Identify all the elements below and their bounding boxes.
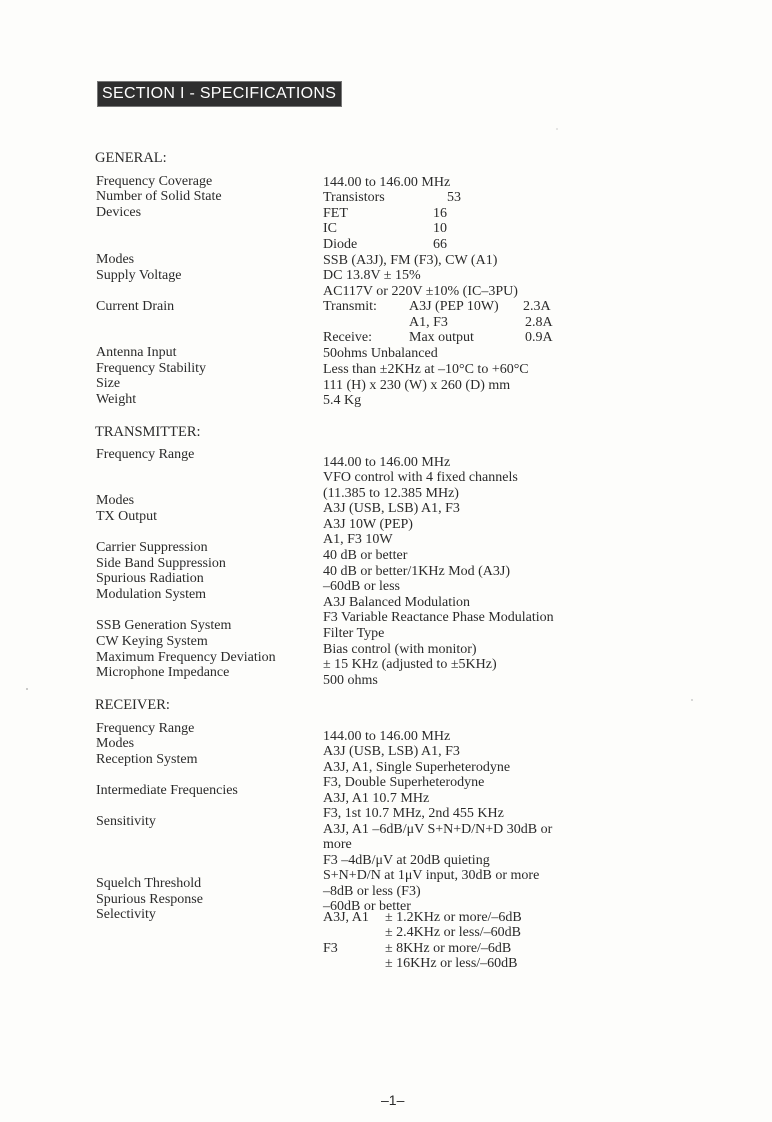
value-if-a3j: A3J, A1 10.7 MHz [323, 791, 430, 806]
value-frequency-stability: Less than ±2KHz at –10°C to +60°C [323, 362, 529, 377]
label-tx-frequency-range: Frequency Range [96, 447, 195, 462]
value-rx-modes: A3J (USB, LSB) A1, F3 [323, 744, 460, 759]
current-transmit-label: Transmit: [323, 299, 377, 314]
value-modulation-a3j: A3J Balanced Modulation [323, 595, 470, 610]
label-current-drain: Current Drain [96, 299, 175, 314]
device-name-ic: IC [323, 221, 337, 236]
label-frequency-coverage: Frequency Coverage [96, 174, 213, 189]
label-rx-frequency-range: Frequency Range [96, 721, 195, 736]
label-spurious-response: Spurious Response [96, 892, 203, 907]
value-sensitivity-snd: S+N+D/N at 1μV input, 30dB or more [323, 868, 540, 883]
value-cw-keying: Bias control (with monitor) [323, 642, 477, 657]
scan-speck [26, 688, 28, 690]
device-count-diode: 66 [433, 237, 447, 252]
value-tx-vfo: VFO control with 4 fixed channels [323, 470, 518, 485]
value-supply-voltage-ac: AC117V or 220V ±10% (IC–3PU) [323, 284, 518, 299]
device-name-fet: FET [323, 206, 348, 221]
value-rx-frequency-range: 144.00 to 146.00 MHz [323, 729, 451, 744]
device-count-ic: 10 [433, 221, 447, 236]
value-sensitivity-a3j: A3J, A1 –6dB/μV S+N+D/N+D 30dB or [323, 822, 553, 837]
label-rx-modes: Modes [96, 736, 135, 751]
label-selectivity: Selectivity [96, 907, 156, 922]
value-mic-impedance: 500 ohms [323, 673, 378, 688]
label-carrier-suppression: Carrier Suppression [96, 540, 208, 555]
current-tx1-mode: A3J (PEP 10W) [409, 299, 499, 314]
page-number: –1– [381, 1092, 405, 1108]
value-reception-double: F3, Double Superheterodyne [323, 775, 485, 790]
selectivity-f3-value2: ± 16KHz or less/–60dB [385, 956, 518, 971]
value-size: 111 (H) x 230 (W) x 260 (D) mm [323, 378, 511, 393]
value-ssb-generation: Filter Type [323, 626, 385, 641]
value-frequency-coverage: 144.00 to 146.00 MHz [323, 175, 451, 190]
label-modulation-system: Modulation System [96, 587, 207, 602]
value-tx-modes: A3J (USB, LSB) A1, F3 [323, 501, 460, 516]
label-max-deviation: Maximum Frequency Deviation [96, 650, 276, 665]
value-side-band-suppression: 40 dB or better/1KHz Mod (A3J) [323, 564, 511, 579]
label-weight: Weight [96, 392, 137, 407]
selectivity-a3j-label: A3J, A1 [323, 910, 369, 925]
transmitter-heading: TRANSMITTER: [95, 424, 201, 440]
label-reception-system: Reception System [96, 752, 198, 767]
scan-speck [556, 128, 558, 130]
label-squelch-threshold: Squelch Threshold [96, 876, 202, 891]
label-supply-voltage: Supply Voltage [96, 268, 182, 283]
value-tx-vfo-range: (11.385 to 12.385 MHz) [323, 486, 459, 501]
scan-speck [691, 699, 693, 701]
value-modes: SSB (A3J), FM (F3), CW (A1) [323, 253, 498, 268]
value-sensitivity-more: more [323, 837, 352, 852]
label-mic-impedance: Microphone Impedance [96, 665, 230, 680]
label-frequency-stability: Frequency Stability [96, 361, 207, 376]
current-tx2-mode: A1, F3 [409, 315, 448, 330]
current-tx2-value: 2.8A [525, 315, 553, 330]
value-spurious-radiation: –60dB or less [323, 579, 400, 594]
value-tx-output-a1f3: A1, F3 10W [323, 532, 393, 547]
value-carrier-suppression: 40 dB or better [323, 548, 408, 563]
label-tx-modes: Modes [96, 493, 135, 508]
label-devices: Devices [96, 205, 142, 220]
value-sensitivity-f3: F3 –4dB/μV at 20dB quieting [323, 853, 490, 868]
device-name-diode: Diode [323, 237, 358, 252]
value-spurious-response: –60dB or better [323, 899, 411, 914]
label-cw-keying: CW Keying System [96, 634, 208, 649]
label-spurious-radiation: Spurious Radiation [96, 571, 204, 586]
value-antenna-input: 50ohms Unbalanced [323, 346, 438, 361]
label-tx-output: TX Output [96, 509, 158, 524]
value-weight: 5.4 Kg [323, 393, 362, 408]
label-size: Size [96, 376, 121, 391]
current-rx-value: 0.9A [525, 330, 553, 345]
label-modes: Modes [96, 252, 135, 267]
value-tx-frequency-range: 144.00 to 146.00 MHz [323, 455, 451, 470]
selectivity-f3-value1: ± 8KHz or more/–6dB [385, 941, 512, 956]
device-count-fet: 16 [433, 206, 447, 221]
value-tx-output-a3j: A3J 10W (PEP) [323, 517, 413, 532]
device-count-transistors: 53 [447, 190, 461, 205]
value-max-deviation: ± 15 KHz (adjusted to ±5KHz) [323, 657, 497, 672]
label-intermediate-frequencies: Intermediate Frequencies [96, 783, 238, 798]
label-solid-state: Number of Solid State [96, 189, 222, 204]
receiver-heading: RECEIVER: [95, 697, 170, 713]
value-reception-single: A3J, A1, Single Superheterodyne [323, 760, 511, 775]
value-supply-voltage-dc: DC 13.8V ± 15% [323, 268, 421, 283]
current-receive-label: Receive: [323, 330, 372, 345]
value-modulation-f3: F3 Variable Reactance Phase Modulation [323, 610, 554, 625]
selectivity-f3-label: F3 [323, 941, 338, 956]
selectivity-a3j-value1: ± 1.2KHz or more/–6dB [385, 910, 522, 925]
label-ssb-generation: SSB Generation System [96, 618, 232, 633]
label-sensitivity: Sensitivity [96, 814, 156, 829]
device-name-transistors: Transistors [323, 190, 385, 205]
selectivity-a3j-value2: ± 2.4KHz or less/–60dB [385, 925, 522, 940]
section-title: SECTION I - SPECIFICATIONS [97, 81, 342, 107]
value-if-f3: F3, 1st 10.7 MHz, 2nd 455 KHz [323, 806, 504, 821]
label-antenna-input: Antenna Input [96, 345, 177, 360]
general-heading: GENERAL: [95, 150, 167, 166]
label-side-band-suppression: Side Band Suppression [96, 556, 226, 571]
current-tx1-value: 2.3A [523, 299, 551, 314]
current-rx-mode: Max output [409, 330, 474, 345]
value-squelch-threshold: –8dB or less (F3) [323, 884, 421, 899]
